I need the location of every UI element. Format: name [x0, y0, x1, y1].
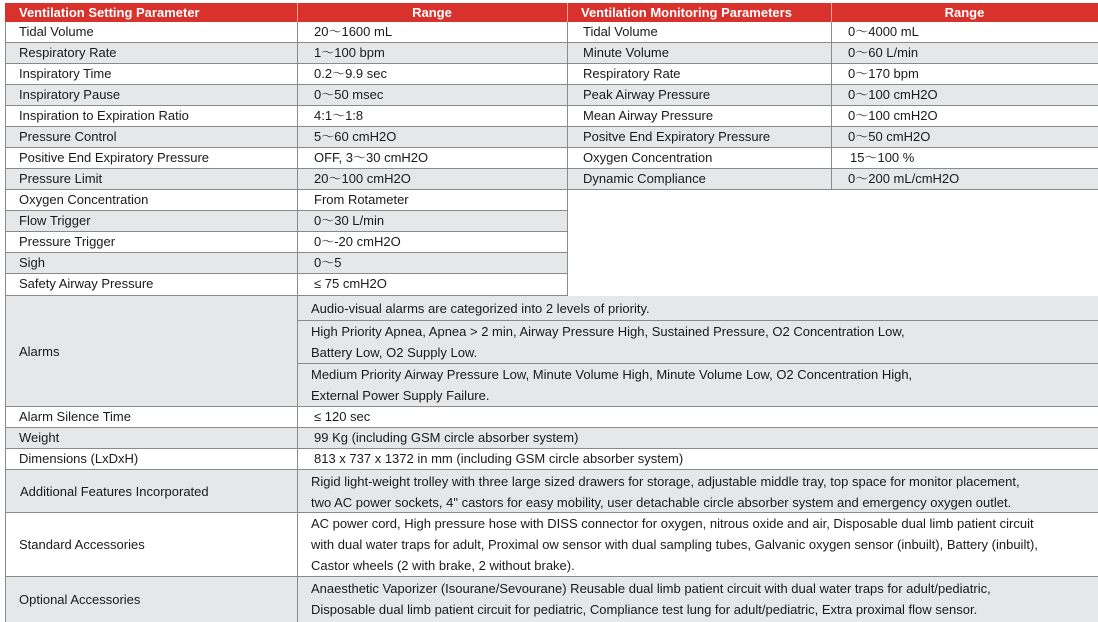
- alarm-silence-label: Alarm Silence Time: [19, 409, 131, 424]
- header-divider: [831, 3, 832, 22]
- monitoring-range: 0～100 cmH2O: [848, 108, 938, 123]
- header-divider: [297, 3, 298, 22]
- setting-name: Tidal Volume: [19, 24, 94, 39]
- dimensions-label: Dimensions (LxDxH): [19, 451, 139, 466]
- monitoring-name: Respiratory Rate: [583, 66, 681, 81]
- monitoring-range: 15～100 %: [850, 150, 915, 165]
- alarms-intro: [297, 298, 650, 319]
- setting-row: [5, 127, 567, 148]
- optional-accessories-text: [297, 578, 991, 620]
- setting-name: Pressure Trigger: [19, 234, 116, 249]
- alarms-medium-priority: [297, 364, 912, 406]
- header-setting-parameter: Ventilation Setting Parameter: [5, 3, 297, 22]
- features-text: [297, 471, 1020, 513]
- monitoring-row: [567, 169, 1098, 190]
- setting-name: Respiratory Rate: [19, 45, 117, 60]
- monitoring-name: Minute Volume: [583, 45, 669, 60]
- setting-range: 0.2～9.9 sec: [314, 66, 387, 81]
- setting-row: [5, 148, 567, 169]
- grid-line: [5, 22, 6, 622]
- setting-row: [5, 211, 567, 232]
- alarms-high-priority: [297, 321, 905, 363]
- weight-row: [5, 428, 1098, 449]
- monitoring-name: Mean Airway Pressure: [583, 108, 714, 123]
- setting-range: OFF, 3～30 cmH2O: [314, 150, 429, 165]
- setting-range: 20～100 cmH2O: [314, 171, 411, 186]
- setting-range: From Rotameter: [314, 192, 409, 207]
- weight-label: Weight: [19, 430, 60, 445]
- monitoring-range: 0～4000 mL: [848, 24, 919, 39]
- header-monitoring-range: Range: [831, 3, 1098, 22]
- alarms-high-line: Battery Low, O2 Supply Low.: [311, 345, 478, 360]
- setting-row: [5, 169, 567, 190]
- alarms-medium-line: External Power Supply Failure.: [311, 388, 490, 403]
- setting-name: Positive End Expiratory Pressure: [19, 150, 210, 165]
- grid-line: [567, 22, 568, 296]
- monitoring-range: 0～60 L/min: [848, 45, 919, 60]
- setting-range: ≤ 75 cmH2O: [314, 276, 387, 291]
- standard-line: Castor wheels (2 with brake, 2 without brake).: [311, 558, 575, 573]
- setting-name: Sigh: [19, 255, 46, 270]
- header-monitoring-parameter: Ventilation Monitoring Parameters: [567, 3, 831, 22]
- weight-value: 99 Kg (including GSM circle absorber system): [314, 430, 579, 445]
- setting-name: Oxygen Concentration: [19, 192, 149, 207]
- setting-name: Pressure Limit: [19, 171, 103, 186]
- setting-name: Flow Trigger: [19, 213, 91, 228]
- setting-range: 5～60 cmH2O: [314, 129, 397, 144]
- monitoring-row: [567, 127, 1098, 148]
- setting-name: Pressure Control: [19, 129, 117, 144]
- dimensions-row: [5, 449, 1098, 470]
- features-line: Rigid light-weight trolley with three large sized drawers for storage, adjustable middle tray, top space for monitor placement,: [311, 474, 1020, 489]
- standard-line: with dual water traps for adult, Proximal ow sensor with dual sampling tubes, Galvanic oxygen sensor (inbuilt), Battery (inbuilt),: [311, 537, 1038, 552]
- monitoring-name: Peak Airway Pressure: [583, 87, 711, 102]
- setting-row: [5, 85, 567, 106]
- standard-line: AC power cord, High pressure hose with DISS connector for oxygen, nitrous oxide and air, Disposable dual limb patient circuit: [311, 516, 1034, 531]
- setting-range: 0～30 L/min: [314, 213, 385, 228]
- optional-line: Disposable dual limb patient circuit for pediatric, Compliance test lung for adult/pediatric, Extra proximal flow sensor.: [311, 602, 978, 617]
- setting-range: 4:1～1:8: [314, 108, 364, 123]
- setting-name: Safety Airway Pressure: [19, 276, 154, 291]
- features-label: Additional Features Incorporated: [20, 484, 209, 499]
- grid-line: [831, 22, 832, 190]
- setting-name: Inspiration to Expiration Ratio: [19, 108, 189, 123]
- alarms-intro-line: Audio-visual alarms are categorized into 2 levels of priority.: [311, 301, 650, 316]
- monitoring-row: [567, 64, 1098, 85]
- features-line: two AC power sockets, 4" castors for easy mobility, user detachable circle absorber system and emergency oxygen outlet.: [311, 495, 1012, 510]
- optional-line: Anaesthetic Vaporizer (Isourane/Sevourane) Reusable dual limb patient circuit with dual water traps for adult/pediatric,: [311, 581, 991, 596]
- monitoring-row: [567, 85, 1098, 106]
- header-divider: [567, 3, 568, 22]
- monitoring-range: 0～200 mL/cmH2O: [848, 171, 960, 186]
- monitoring-name: Oxygen Concentration: [583, 150, 713, 165]
- setting-row: [5, 64, 567, 85]
- setting-row: [5, 106, 567, 127]
- monitoring-row: [567, 148, 1098, 169]
- setting-range: 20～1600 mL: [314, 24, 393, 39]
- monitoring-range: 0～100 cmH2O: [848, 87, 938, 102]
- grid-line: [297, 22, 298, 622]
- alarms-label: Alarms: [19, 344, 60, 359]
- setting-range: 0～5: [314, 255, 342, 270]
- monitoring-range: 0～50 cmH2O: [848, 129, 931, 144]
- monitoring-row: [567, 106, 1098, 127]
- monitoring-range: 0～170 bpm: [848, 66, 919, 81]
- monitoring-name: Positve End Expiratory Pressure: [583, 129, 771, 144]
- setting-row: [5, 22, 567, 43]
- setting-range: 0～50 msec: [314, 87, 384, 102]
- monitoring-row: [567, 43, 1098, 64]
- setting-row: [5, 232, 567, 253]
- setting-row: [5, 253, 567, 274]
- header-setting-range: Range: [297, 3, 567, 22]
- alarms-medium-line: Medium Priority Airway Pressure Low, Minute Volume High, Minute Volume Low, O2 Concentration High,: [311, 367, 913, 382]
- alarm-silence-row: [5, 407, 1098, 428]
- setting-range: 1～100 bpm: [314, 45, 385, 60]
- standard-accessories-label: Standard Accessories: [19, 537, 145, 552]
- alarm-silence-value: ≤ 120 sec: [314, 409, 371, 424]
- setting-row: [5, 274, 567, 296]
- optional-accessories-label: Optional Accessories: [19, 592, 141, 607]
- setting-name: Inspiratory Pause: [19, 87, 121, 102]
- monitoring-name: Dynamic Compliance: [583, 171, 706, 186]
- setting-row: [5, 190, 567, 211]
- monitoring-row: [567, 22, 1098, 43]
- setting-range: 0～-20 cmH2O: [314, 234, 401, 249]
- setting-row: [5, 43, 567, 64]
- alarms-high-line: High Priority Apnea, Apnea > 2 min, Airway Pressure High, Sustained Pressure, O2 Concentration Low,: [311, 324, 905, 339]
- standard-accessories-text: [297, 513, 1038, 576]
- setting-name: Inspiratory Time: [19, 66, 112, 81]
- monitoring-name: Tidal Volume: [583, 24, 658, 39]
- dimensions-value: 813 x 737 x 1372 in mm (including GSM circle absorber system): [314, 451, 684, 466]
